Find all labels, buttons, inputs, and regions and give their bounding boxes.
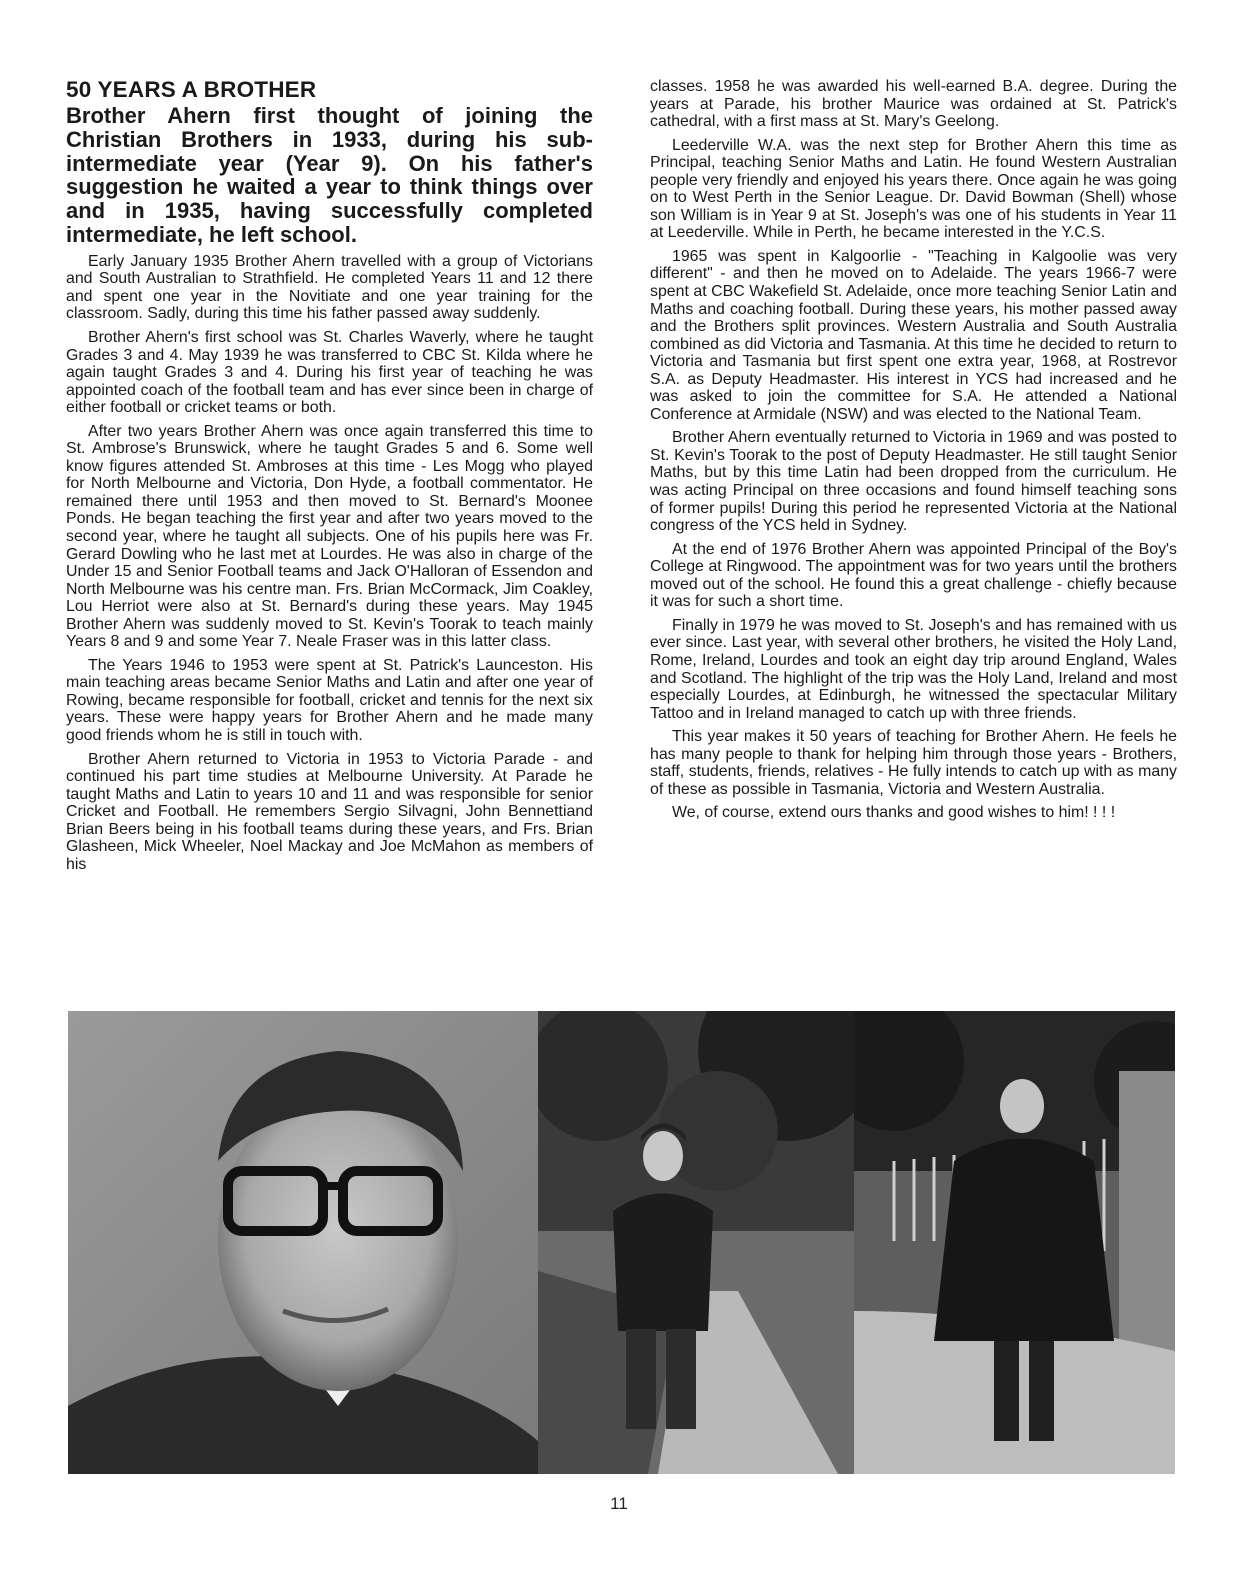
paragraph: classes. 1958 he was awarded his well-earned B.A. degree. During the years at Parade, his brother Maurice was ordained at St. Patrick's cathedral, with a first mass at St. Mary's Geelong. <box>650 78 1177 131</box>
paragraph: 1965 was spent in Kalgoorlie - "Teaching in Kalgoolie was very different" - and then he moved on to Adelaide. The years 1966-7 were spent at CBC Wakefield St. Adelaide, once more teaching Senior Latin and Maths and coaching football. During these years, his mother passed away and the Brothers split provinces. Western Australia and South Australia combined as did Victoria and Tasmania. At this time he decided to return to Victoria and Tasmania but first spent one extra year, 1968, at Rostrevor S.A. as Deputy Headmaster. His interest in YCS had increased and he was asked to join the committee for S.A. He attended a National Conference at Armidale (NSW) and was elected to the National Team. <box>650 247 1177 423</box>
paragraph: Leederville W.A. was the next step for Brother Ahern this time as Principal, teaching Senior Maths and Latin. He found Western Australian people very friendly and enjoyed his years there. Once again he was going on to West Perth in the Senior League. Dr. David Bowman (Shell) whose son William is in Year 9 at St. Joseph's was one of his students in Year 11 at Leederville. While in Perth, he became interested in the Y.C.S. <box>650 136 1177 242</box>
page-number: 11 <box>610 1494 628 1513</box>
paragraph: This year makes it 50 years of teaching for Brother Ahern. He feels he has many people to thank for helping him through those years - Brothers, staff, students, friends, relatives - He fully intends to catch up with as many of these as possible in Tasmania, Victoria and Western Australia. <box>650 728 1177 798</box>
paragraph: After two years Brother Ahern was once again transferred this time to St. Ambrose's Brunswick, where he taught Grades 5 and 6. Some well know figures attended St. Ambroses at this time - Les Mogg who played for North Melbourne and Victoria, Don Hyde, a football commentator. He remained there until 1953 and then moved to St. Bernard's Moonee Ponds. He began teaching the first year and after two years moved to the second year, where he taught all subjects. One of his pupils here was Fr. Gerard Dowling who he last met at Lourdes. He was also in charge of the Under 15 and Senior Football teams and Jack O'Halloran of Essendon and North Melbourne was his centre man. Frs. Brian McCormack, Jim Coakley, Lou Herriot were also at St. Bernard's during these years. May 1945 Brother Ahern was suddenly moved to St. Kevin's Toorak to teach mainly Years 8 and 9 and some Year 7. Neale Fraser was in this latter class. <box>66 422 593 651</box>
right-column <box>650 78 1177 828</box>
paragraph: Brother Ahern eventually returned to Victoria in 1969 and was posted to St. Kevin's Toorak to the post of Deputy Headmaster. He still taught Senior Maths, but by this time Latin had been dropped from the curriculum. He was acting Principal on three occasions and found himself teaching sons of former pupils! During this period he represented Victoria at the National congress of the YCS held in Sydney. <box>650 429 1177 535</box>
paragraph: At the end of 1976 Brother Ahern was appointed Principal of the Boy's College at Ringwood. The appointment was for two years until the brothers moved out of the school. He found this a great challenge - chiefly because it was for such a short time. <box>650 540 1177 611</box>
article-title: 50 YEARS A BROTHER <box>66 77 317 102</box>
paragraph: The Years 1946 to 1953 were spent at St. Patrick's Launceston. His main teaching areas became Senior Maths and Latin and after one year of Rowing, became responsible for football, cricket and tennis for the next six years. These were happy years for Brother Ahern and he made many good friends whom he is still in touch with. <box>66 656 593 744</box>
portrait-photo <box>68 1011 538 1474</box>
cloaked-brother-photo <box>854 1011 1175 1474</box>
paragraph: We, of course, extend ours thanks and good wishes to him! ! ! ! <box>672 804 1116 822</box>
photo-strip <box>68 1011 1175 1474</box>
paragraph: Early January 1935 Brother Ahern travelled with a group of Victorians and South Australian to Strathfield. He completed Years 11 and 12 there and spent one year in the Novitiate and one year training for the classroom. Sadly, during this time his father passed away suddenly. <box>66 252 593 323</box>
article-intro: Brother Ahern first thought of joining the Christian Brothers in 1933, during his sub-intermediate year (Year 9). On his father's suggestion he waited a year to think things over and in 1935, having successfully completed intermediate, he left school. <box>66 103 593 247</box>
paragraph: Brother Ahern's first school was St. Charles Waverly, where he taught Grades 3 and 4. May 1939 he was transferred to CBC St. Kilda where he again taught Grades 3 and 4. During his first year of teaching he was appointed coach of the football team and has ever since been in charge of either football or cricket teams or both. <box>66 328 593 417</box>
paragraph: Finally in 1979 he was moved to St. Joseph's and has remained with us ever since. Last year, with several other brothers, he visited the Holy Land, Rome, Ireland, Lourdes and took an eight day trip around England, Wales and Scotland. The highlight of the trip was the Holy Land, Ireland and most especially Lourdes, at Edinburgh, he witnessed the spectacular Military Tattoo and in Ireland managed to catch up with three friends. <box>650 616 1177 722</box>
left-column <box>66 78 593 879</box>
young-brother-photo <box>538 1011 854 1474</box>
paragraph: Brother Ahern returned to Victoria in 1953 to Victoria Parade - and continued his part time studies at Melbourne University. At Parade he taught Maths and Latin to years 10 and 11 and was responsible for senior Cricket and Football. He remembers Sergio Silvagni, John Bennettiand Brian Beers being in his football teams during these years, and Frs. Brian Glasheen, Mick Wheeler, Noel Mackay and Joe McMahon as members of his <box>66 750 593 873</box>
